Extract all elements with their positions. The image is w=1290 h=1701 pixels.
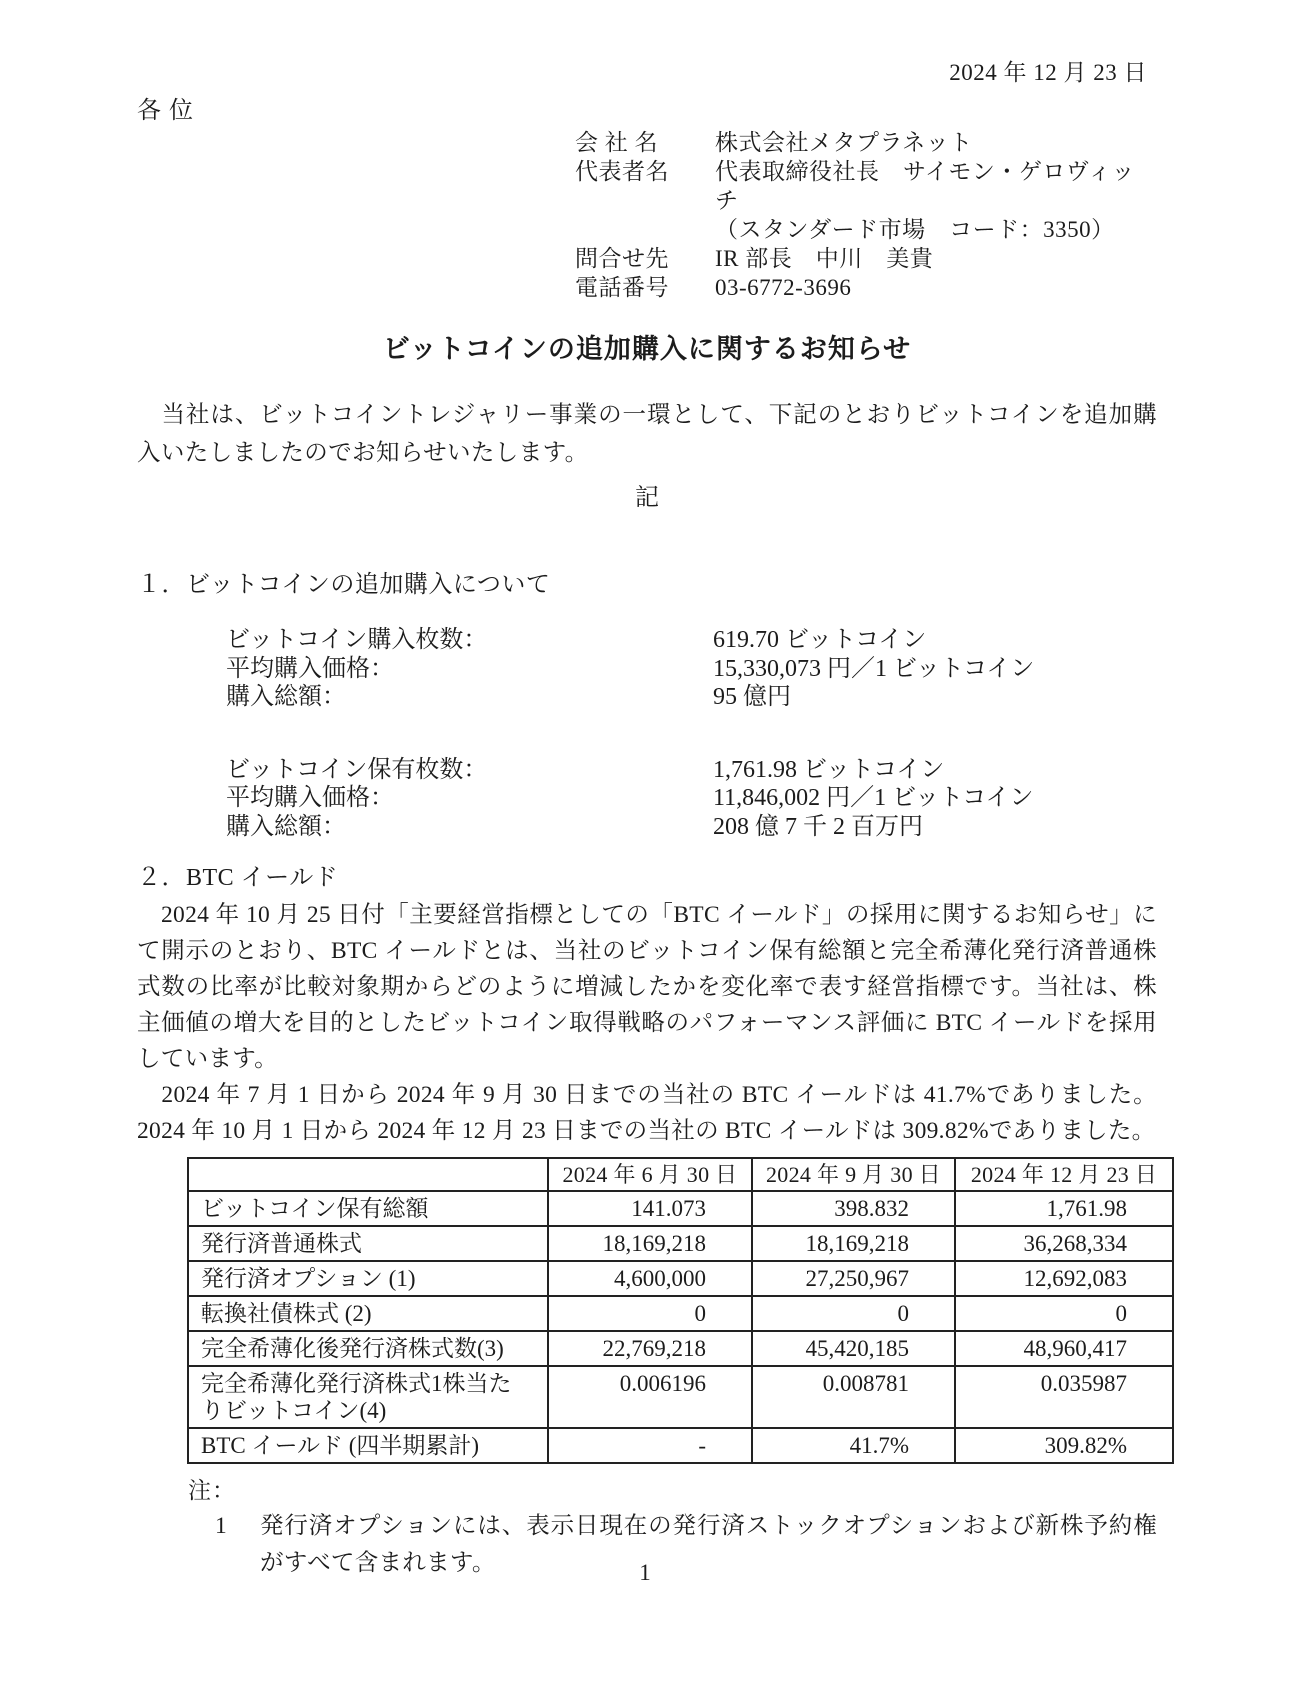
cell-value: 22,769,218 (548, 1331, 752, 1366)
holdings-amount-row (226, 756, 1157, 785)
row-label: 完全希薄化後発行済株式数(3) (188, 1331, 548, 1366)
kv-value: 208 億 7 千 2 百万円 (713, 813, 923, 840)
table-row-options (188, 1261, 1173, 1296)
purchase-total-row (226, 683, 1157, 712)
cell-value: 48,960,417 (955, 1331, 1173, 1366)
cell-value: 309.82% (955, 1428, 1173, 1463)
cell-value: 0 (752, 1296, 955, 1331)
cell-value: 45,420,185 (752, 1331, 955, 1366)
table-row-btc-yield (188, 1428, 1173, 1463)
letterhead-label: 会 社 名 (575, 130, 658, 155)
holdings-avg-price-row (226, 784, 1157, 813)
table-header-empty (188, 1158, 548, 1191)
kv-value: 11,846,002 円／1 ビットコイン (713, 785, 1034, 811)
cell-value: 0 (955, 1296, 1173, 1331)
table-header-row (188, 1158, 1173, 1191)
kv-label: 平均購入価格： (226, 655, 394, 682)
row-label: ビットコイン保有総額 (188, 1191, 548, 1226)
cell-value: 27,250,967 (752, 1261, 955, 1296)
purchase-avg-price-row (226, 655, 1157, 684)
btc-metrics-table (187, 1157, 1174, 1464)
salutation: 各 位 (137, 98, 194, 124)
table-header-date-3: 2024 年 12 月 23 日 (955, 1158, 1173, 1191)
purchase-details (137, 626, 1157, 712)
kv-label: 購入総額： (226, 684, 346, 710)
cell-value: 398.832 (752, 1191, 955, 1226)
letterhead-value: IR 部長 中川 美貴 (715, 246, 934, 271)
page-title: ビットコインの追加購入に関するお知らせ (382, 334, 912, 364)
cell-value: 12,692,083 (955, 1261, 1173, 1296)
cell-value: 4,600,000 (548, 1261, 752, 1296)
cell-value: 18,169,218 (752, 1226, 955, 1261)
cell-value: 141.073 (548, 1191, 752, 1226)
btc-yield-paragraph-1: 2024 年 10 月 25 日付「主要経営指標としての「BTC イールド」の採用に関するお知らせ」にて開示のとおり、BTC イールドとは、当社のビットコイン保有総額と完全希薄化発行済普通株式数の比率が比較対象期からどのように増減したかを変化率で表す経営指標です。当社は、株主価値の増大を目的としたビットコイン取得戦略のパフォーマンス評価に BTC イールドを採用しています。 (137, 902, 1157, 1072)
kv-label: ビットコイン保有枚数： (226, 756, 488, 783)
cell-value: 18,169,218 (548, 1226, 752, 1261)
letterhead-row-company (575, 128, 1157, 157)
holdings-total-row (226, 813, 1157, 842)
letterhead-row-contact (575, 244, 1157, 273)
kv-label: ビットコイン購入枚数： (226, 627, 488, 653)
table-header-date-2: 2024 年 9 月 30 日 (752, 1158, 955, 1191)
kv-label: 購入総額： (226, 813, 346, 840)
row-label: 転換社債株式 (2) (188, 1296, 548, 1331)
section1-heading: １．ビットコインの追加購入について (137, 572, 551, 598)
row-label: BTC イールド (四半期累計) (188, 1428, 548, 1463)
cell-value: 1,761.98 (955, 1191, 1173, 1226)
letterhead-row-phone (575, 273, 1157, 302)
intro-paragraph: 当社は、ビットコイントレジャリー事業の一環として、下記のとおりビットコインを追加購入いたしましたのでお知らせいたします。 (137, 402, 1157, 466)
kv-value: 619.70 ビットコイン (713, 627, 927, 653)
cell-value: 0.008781 (752, 1366, 955, 1428)
letterhead-value: 代表取締役社長 サイモン・ゲロヴィッチ (715, 159, 1136, 213)
row-label: 発行済オプション (1) (188, 1261, 548, 1296)
cell-value: 0 (548, 1296, 752, 1331)
letterhead-value: 03-6772-3696 (715, 275, 852, 300)
table-header-date-1: 2024 年 6 月 30 日 (548, 1158, 752, 1191)
letterhead-value: （スタンダード市場 コード：3350） (715, 217, 1115, 242)
kv-label: 平均購入価格： (226, 785, 394, 811)
table-row-common-shares (188, 1226, 1173, 1261)
purchase-amount-row (226, 626, 1157, 655)
note-text: 発行済オプションには、表示日現在の発行済ストックオプションおよび新株予約権がすべて含まれます。 (260, 1513, 1157, 1576)
kv-value: 15,330,073 円／1 ビットコイン (713, 655, 1035, 682)
notes-heading: 注： (188, 1478, 236, 1503)
letterhead-label: 代表者名 (575, 159, 669, 184)
letterhead-value: 株式会社メタプラネット (715, 130, 973, 155)
letterhead (575, 128, 1157, 302)
table-row-fully-diluted-shares (188, 1331, 1173, 1366)
letterhead-label: 問合せ先 (575, 246, 669, 271)
cell-value: 0.035987 (955, 1366, 1173, 1428)
cell-value: 41.7% (752, 1428, 955, 1463)
cell-value: 36,268,334 (955, 1226, 1173, 1261)
table-row-btc-per-share (188, 1366, 1173, 1428)
document-date: 2024 年 12 月 23 日 (949, 60, 1147, 85)
cell-value: - (548, 1428, 752, 1463)
kv-value: 1,761.98 ビットコイン (713, 756, 945, 783)
letterhead-label (575, 215, 715, 244)
holdings-details (137, 756, 1157, 842)
row-label: 発行済普通株式 (188, 1226, 548, 1261)
page-number: 1 (639, 1560, 651, 1585)
row-label: 完全希薄化発行済株式1株当たりビットコイン(4) (188, 1366, 548, 1428)
ki-label: 記 (635, 485, 659, 511)
table-row-btc-holdings (188, 1191, 1173, 1226)
table-row-convertible-bonds (188, 1296, 1173, 1331)
kv-value: 95 億円 (713, 684, 791, 710)
letterhead-label: 電話番号 (575, 275, 669, 300)
note-number: 1 (215, 1513, 227, 1539)
cell-value: 0.006196 (548, 1366, 752, 1428)
letterhead-row-representative (575, 157, 1157, 215)
btc-yield-paragraph-2: 2024 年 7 月 1 日から 2024 年 9 月 30 日までの当社の BTC イールドは 41.7%でありました。2024 年 10 月 1 日から 2024 年 12 月 23 日までの当社の BTC イールドは 309.82%でありました。 (137, 1082, 1157, 1144)
section2-heading: ２．BTC イールド (137, 865, 339, 891)
letterhead-row-market-code (575, 215, 1157, 244)
